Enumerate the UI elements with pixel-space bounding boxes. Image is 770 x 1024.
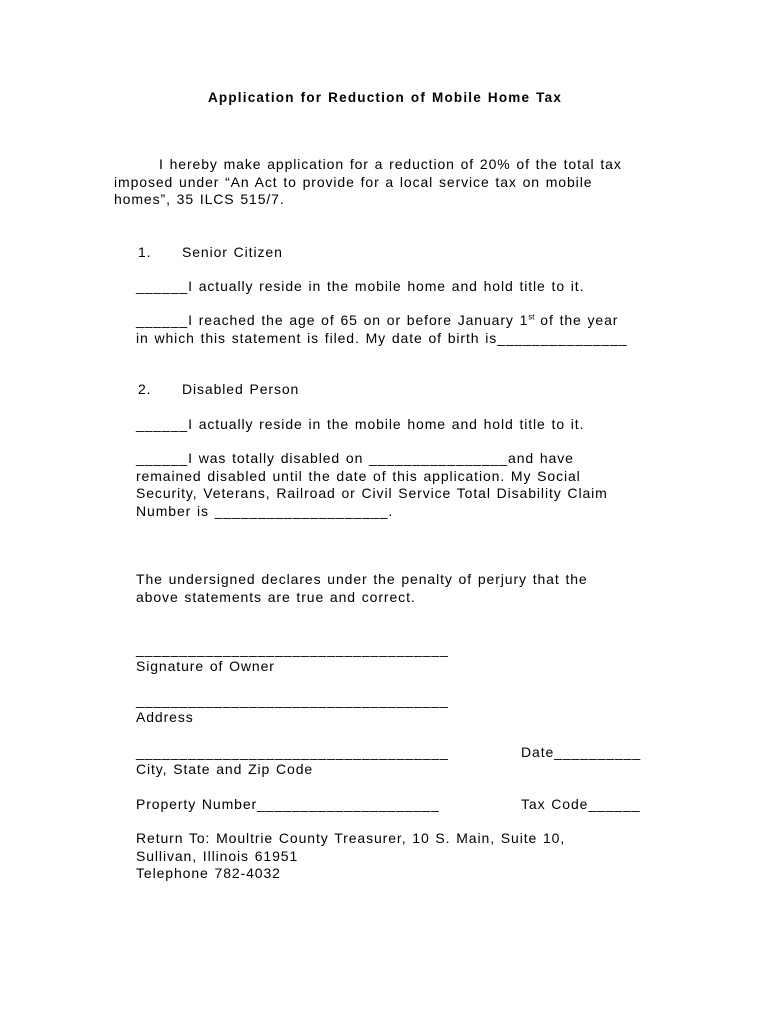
section-2-heading: Disabled Person [182, 381, 300, 397]
intro-line-3: homes”, 35 ILCS 515/7. [114, 191, 285, 207]
senior-age-item [136, 312, 627, 347]
disabled-claim-line-1: ______I was totally disabled on ________________and have [136, 450, 574, 466]
senior-age-line-2: in which this statement is filed. My date of birth is_______________ [136, 329, 628, 346]
senior-age-line-1-end: of the year [534, 312, 619, 328]
signature-label: Signature of Owner [136, 658, 275, 674]
disabled-claim-line-3: Security, Veterans, Railroad or Civil Service Total Disability Claim [136, 485, 608, 501]
city-state-zip-label: City, State and Zip Code [136, 761, 314, 777]
city-state-zip-line: ____________________________________ [136, 744, 449, 760]
section-1-heading: Senior Citizen [182, 244, 283, 260]
declaration-paragraph [136, 571, 588, 606]
senior-age-line-1-text: ______I reached the age of 65 on or before January 1 [136, 312, 529, 328]
return-to-line-2: Sullivan, Illinois 61951 [136, 847, 299, 864]
tax-code-field: Tax Code______ [521, 796, 641, 812]
section-2-number: 2. [138, 381, 152, 397]
disabled-reside-item: ______I actually reside in the mobile home and hold title to it. [136, 416, 585, 432]
disabled-claim-line-2: remained disabled until the date of this application. My Social [136, 467, 581, 484]
return-to-line-1: Return To: Moultrie County Treasurer, 10 S. Main, Suite 10, [136, 830, 566, 846]
section-1-number: 1. [138, 244, 152, 260]
property-number-field: Property Number_____________________ [136, 796, 440, 812]
intro-line-2: imposed under “An Act to provide for a local service tax on mobile [114, 173, 593, 190]
date-field: Date__________ [521, 744, 642, 760]
intro-line-1: I hereby make application for a reduction of 20% of the total tax [159, 156, 622, 172]
declaration-line-2: above statements are true and correct. [136, 588, 416, 605]
return-to-address [136, 830, 565, 883]
address-line: ____________________________________ [136, 692, 449, 708]
return-to-line-3: Telephone 782-4032 [136, 865, 281, 881]
signature-line: ____________________________________ [136, 641, 449, 657]
senior-reside-item: ______I actually reside in the mobile home and hold title to it. [136, 278, 585, 294]
ordinal-suffix: st [528, 312, 535, 322]
declaration-line-1: The undersigned declares under the penalty of perjury that the [136, 571, 588, 587]
address-label: Address [136, 709, 194, 725]
document-title: Application for Reduction of Mobile Home Tax [207, 90, 563, 105]
intro-paragraph [114, 156, 622, 209]
disabled-claim-line-4: Number is ____________________. [136, 502, 394, 519]
disabled-claim-item [136, 450, 608, 520]
senior-age-line-1 [136, 312, 627, 330]
